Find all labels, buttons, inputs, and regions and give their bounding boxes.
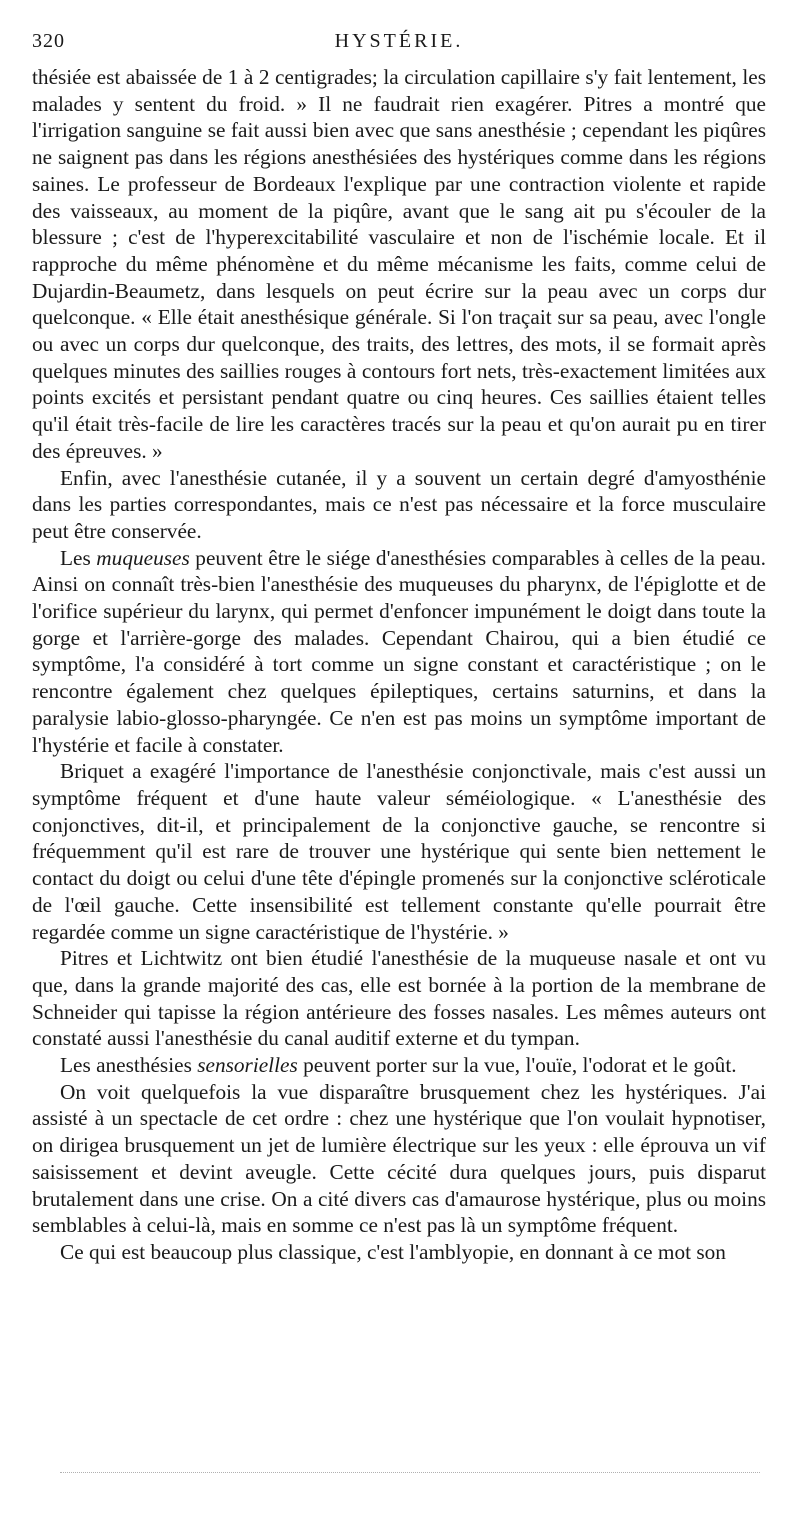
- paragraph-sensorielles: [32, 1052, 766, 1079]
- paragraph-conjonctivale: Briquet a exagéré l'importance de l'anesthésie conjonctivale, mais c'est aussi un symptôme fréquent et d'une haute valeur séméiologique. « L'anesthésie des conjonctives, dit-il, et principalement de la conjonctive gauche, se rencontre si fréquemment qu'il est rare de trouver une hystérique qui sente bien nettement le contact du doigt ou celui d'une tête d'épingle promenés sur la conjonctive scléroticale de l'œil gauche. Cette insensibilité est tellement constante qu'elle pourrait être regardée comme un signe caractéristique de l'hystérie. »: [32, 759, 766, 944]
- paragraph-amblyopie: Ce qui est beaucoup plus classique, c'est l'amblyopie, en donnant à ce mot son: [60, 1239, 726, 1264]
- page-header: [32, 30, 766, 58]
- muqueuses-after: peuvent être le siége d'anesthésies comparables à celles de la peau. Ainsi on connaît très-bien l'anesthésie des muqueuses du pharynx, de l'épiglotte et de l'orifice supérieur du larynx, qui permet d'enfoncer impunément le doigt dans toute la gorge et l'arrière-gorge des malades. Cependant Chairou, qui a bien étudié ce symptôme, l'a considéré à tort comme un signe constant et caractéristique ; on le rencontre également chez quelques épileptiques, certains saturnins, et dans la paralysie labio-glosso-pharyngée. Ce n'en est pas moins un symptôme important de l'hystérie et facile à constater.: [32, 545, 766, 757]
- paragraph-cecite: On voit quelquefois la vue disparaître brusquement chez les hystériques. J'ai assisté à un spectacle de cet ordre : chez une hystérique que l'on voulait hypnotiser, on dirigea brusquement un jet de lumière électrique sur les yeux : elle éprouva un vif saisissement et devint aveugle. Cette cécité dura quelques jours, puis disparut brutalement dans une crise. On a cité divers cas d'amaurose hystérique, plus ou moins semblables à celui-là, mais en somme ce n'est pas là un symptôme fréquent.: [32, 1079, 766, 1238]
- paragraph-circulation: thésiée est abaissée de 1 à 2 centigrades; la circulation capillaire s'y fait lentement, les malades y sentent du froid. » Il ne faudrait rien exagérer. Pitres a montré que l'irrigation sanguine se fait aussi bien avec que sans anesthésie ; cependant les piqûres ne saignent pas dans les régions anesthésiées des hystériques comme dans les régions saines. Le professeur de Bordeaux l'explique par une contraction violente et rapide des vaisseaux, au moment de la piqûre, avant que le sang ait pu s'écouler de la blessure ; c'est de l'hyperexcitabilité vasculaire et non de l'ischémie locale. Et il rapproche du même phénomène et du même mécanisme les faits, comme celui de Dujardin-Beaumetz, dans lesquels on peut écrire sur la peau avec un corps dur quelconque. « Elle était anesthésique générale. Si l'on traçait sur sa peau, avec l'ongle ou avec un corps dur quelconque, des traits, des lettres, des mots, il se formait après quelques minutes des saillies rouges à contours fort nets, très-exactement limitées aux points excités et persistant pendant quatre ou cinq heures. Ces saillies étaient telles qu'il était très-facile de lire les caractères tracés sur la peau et qu'on aurait pu en tirer des épreuves. »: [32, 65, 766, 463]
- sensorielles-before: Les anesthésies: [60, 1053, 198, 1078]
- running-title: HYSTÉRIE.: [334, 30, 464, 52]
- paragraph-muqueuse-nasale: Pitres et Lichtwitz ont bien étudié l'anesthésie de la muqueuse nasale et ont vu que, dans la grande majorité des cas, elle est bornée à la portion de la membrane de Schneider qui tapisse la région antérieure des fosses nasales. Les mêmes auteurs ont constaté aussi l'anesthésie du canal auditif externe et du tympan.: [32, 946, 766, 1051]
- paragraph-muqueuses: [32, 545, 766, 759]
- bottom-rule: [60, 1472, 760, 1475]
- body-text: [32, 64, 766, 1266]
- paragraph-amyosthenie: Enfin, avec l'anesthésie cutanée, il y a souvent un certain degré d'amyosthénie dans les parties correspondantes, mais ce n'est pas nécessaire et la force musculaire peut être conservée.: [32, 465, 766, 543]
- sensorielles-emphasis: sensorielles: [197, 1053, 298, 1078]
- muqueuses-emphasis: muqueuses: [96, 545, 190, 570]
- page-number: 320: [32, 30, 65, 52]
- muqueuses-before: Les: [60, 545, 97, 570]
- sensorielles-after: peuvent porter sur la vue, l'ouïe, l'odorat et le goût.: [297, 1053, 737, 1078]
